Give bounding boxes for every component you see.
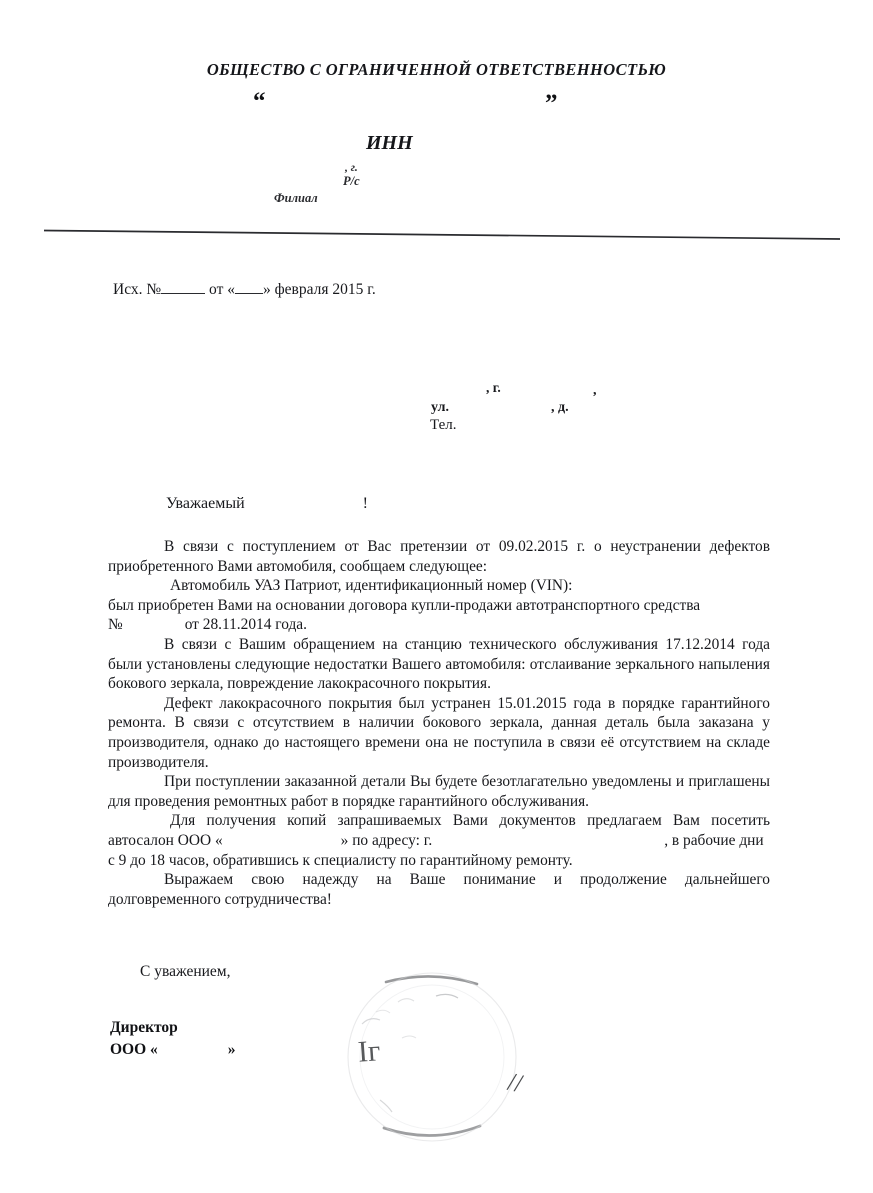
dealership-visit-line: Для получения копий запрашиваемых Вами документов предлагаем Вам посетить автосалон ООО «	[108, 812, 770, 849]
letterhead-divider	[44, 228, 840, 242]
dealership-address-label: » по адресу: г.	[340, 831, 433, 849]
quote-close-glyph: ”	[545, 90, 558, 117]
recipient-phone-label: Тел.	[430, 417, 457, 433]
signatory-organization	[110, 1039, 236, 1061]
organization-type-line: ОБЩЕСТВО С ОГРАНИЧЕННОЙ ОТВЕТСТВЕННОСТЬЮ	[206, 60, 667, 79]
signatory-position: Директор	[110, 1019, 178, 1036]
stamp-ink-mark: Іг	[356, 1034, 382, 1069]
body-paragraph-2	[108, 576, 770, 635]
greeting-exclamation: !	[362, 495, 368, 512]
greeting-line	[166, 495, 368, 513]
body-paragraph-6	[108, 811, 770, 870]
recipient-city-label: , г.	[486, 380, 501, 395]
reference-prefix: Исх. №	[113, 281, 162, 298]
letterhead	[0, 60, 873, 119]
reference-line	[113, 281, 376, 299]
signatory-org-suffix: »	[227, 1041, 236, 1058]
working-hours-line: с 9 до 18 часов, обратившись к специалисту по гарантийному ремонту.	[108, 851, 573, 869]
reference-date-suffix: » февраля 2015 г.	[263, 281, 376, 298]
recipient-region-comma: ,	[593, 383, 597, 398]
stamp-ink-slashes: //	[505, 1066, 526, 1099]
signature-block	[110, 1017, 236, 1061]
body-paragraph-4: Дефект лакокрасочного покрытия был устранен 15.01.2015 года в порядке гарантийного ремонта. В связи с отсутствием в наличии бокового зеркала, данная деталь была заказана у производителя, однако до настоящего времени она не поступила в связи её отсутствием на складе производителя.	[108, 694, 770, 771]
closing-line: С уважением,	[140, 963, 231, 980]
organization-name-quotes	[0, 89, 873, 119]
purchase-contract-line: был приобретен Вами на основании договора купли-продажи автотранспортного средства	[108, 596, 701, 614]
recipient-house-label: , д.	[551, 400, 569, 415]
vehicle-vin-line: Автомобиль УАЗ Патриот, идентификационный номер (VIN):	[170, 577, 573, 595]
recipient-address-block	[0, 380, 873, 450]
greeting-salutation: Уважаемый	[166, 495, 245, 512]
working-days-text: , в рабочие дни	[664, 831, 764, 849]
body-paragraph-3: В связи с Вашим обращением на станцию технического обслуживания 17.12.2014 года были установлены следующие недостатки Вашего автомобиля: отслаивание зеркального напыления бокового зеркала, повреждение лакокрасочного покрытия.	[108, 635, 770, 693]
letterhead-account-label: Р/с	[343, 174, 360, 188]
inn-label: ИНН	[366, 132, 413, 154]
reference-number-blank[interactable]	[161, 293, 205, 294]
quote-open-glyph: “	[253, 88, 266, 115]
reference-middle: от «	[209, 281, 235, 298]
body-paragraph-7: Выражаем свою надежду на Ваше понимание и продолжение дальнейшего долговременного сотрудничества!	[108, 871, 770, 908]
signatory-org-prefix: ООО «	[110, 1041, 158, 1058]
letter-body	[108, 537, 770, 909]
letterhead-city-line: , г.	[345, 162, 358, 174]
contract-number-label: №	[108, 616, 123, 634]
contract-date-line: от 28.11.2014 года.	[184, 616, 307, 634]
body-paragraph-1: В связи с поступлением от Вас претензии от 09.02.2015 г. о неустранении дефектов приобретенного Вами автомобиля, сообщаем следующее:	[108, 538, 770, 575]
recipient-street-label: ул.	[431, 400, 450, 415]
body-paragraph-5: При поступлении заказанной детали Вы будете безотлагательно уведомлены и приглашены для проведения ремонтных работ в порядке гарантийного обслуживания.	[108, 773, 770, 810]
letterhead-branch-label: Филиал	[274, 191, 318, 205]
reference-day-blank[interactable]	[235, 293, 263, 294]
